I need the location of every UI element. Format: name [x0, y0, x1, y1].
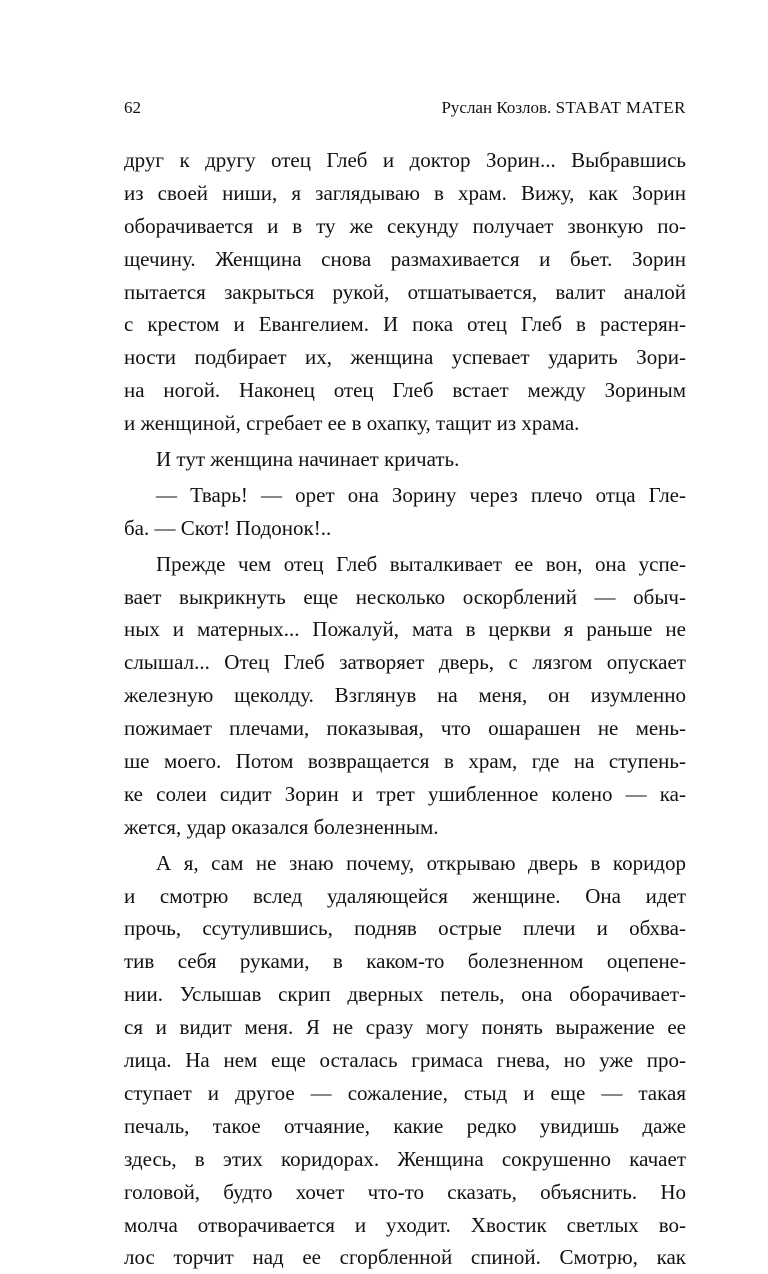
text-line: молча отворачивается и уходит. Хвостик светлых во- [124, 1212, 686, 1237]
text-line: тив себя руками, в каком-то болезненном оцепене- [124, 949, 686, 974]
text-line: прочь, ссутулившись, подняв острые плечи и обхва- [124, 916, 686, 941]
text-line: и женщиной, сгребает ее в охапку, тащит из храма. [124, 411, 580, 436]
text-line: щечину. Женщина снова размахивается и бьет. Зорин [124, 246, 686, 271]
running-head [441, 96, 686, 120]
page-number: 62 [124, 98, 141, 117]
text-line: оборачивается и в ту же секунду получает звонкую по- [124, 213, 686, 238]
text-line: нии. Услышав скрип дверных петель, она оборачивает- [124, 982, 686, 1007]
text-line: ступает и другое — сожаление, стыд и еще — такая [124, 1080, 686, 1105]
text-line: ности подбирает их, женщина успевает ударить Зори- [124, 345, 686, 370]
text-line: вает выкрикнуть еще несколько оскорблений — обыч- [124, 584, 686, 609]
text-line: пытается закрыться рукой, отшатывается, валит аналой [124, 279, 686, 304]
text-line: жется, удар оказался болезненным. [124, 814, 439, 839]
text-line: здесь, в этих коридорах. Женщина сокрушенно качает [124, 1146, 686, 1171]
text-line: и смотрю вслед удаляющейся женщине. Она идет [124, 883, 686, 908]
text-line: пожимает плечами, показывая, что ошарашен не мень- [124, 716, 686, 741]
paragraph [124, 548, 686, 844]
paragraph [124, 847, 686, 1274]
text-line: ба. — Скот! Подонок!.. [124, 515, 332, 540]
text-line: друг к другу отец Глеб и доктор Зорин... Выбравшись [124, 148, 686, 172]
text-line: с крестом и Евангелием. И пока отец Глеб в растерян- [124, 312, 686, 337]
paragraph [124, 443, 686, 476]
text-line: головой, будто хочет что-то сказать, объяснить. Но [124, 1179, 686, 1204]
text-line: слышал... Отец Глеб затворяет дверь, с лязгом опускает [124, 650, 686, 675]
text-line: ше моего. Потом возвращается в храм, где на ступень- [124, 749, 686, 774]
text-line: на ногой. Наконец отец Глеб встает между Зориным [124, 378, 686, 403]
text-line: ся и видит меня. Я не сразу могу понять выражение ее [124, 1015, 686, 1040]
book-title: STABAT MATER [555, 98, 686, 117]
paragraph [124, 144, 686, 440]
text-line: Прежде чем отец Глеб выталкивает ее вон, она успе- [156, 551, 686, 576]
text-line: печаль, такое отчаяние, какие редко увидишь даже [124, 1113, 686, 1138]
text-line: лица. На нем еще осталась гримаса гнева, но уже про- [124, 1048, 686, 1073]
text-line: А я, сам не знаю почему, открываю дверь в коридор [156, 850, 686, 875]
text-line: лос торчит над ее сгорбленной спиной. Смотрю, как [124, 1245, 686, 1270]
body-text [124, 144, 686, 1274]
running-header [124, 96, 686, 120]
text-line: ке солеи сидит Зорин и трет ушибленное колено — ка- [124, 781, 686, 806]
book-author: Руслан Козлов. [441, 98, 552, 117]
paragraph [124, 479, 686, 545]
text-line: — Тварь! — орет она Зорину через плечо отца Гле- [156, 482, 686, 507]
text-line: железную щеколду. Взглянув на меня, он изумленно [124, 683, 686, 708]
text-line: из своей ниши, я заглядываю в храм. Вижу, как Зорин [124, 180, 686, 205]
text-line: И тут женщина начинает кричать. [156, 447, 460, 472]
text-line: ных и матерных... Пожалуй, мата в церкви я раньше не [124, 617, 686, 642]
